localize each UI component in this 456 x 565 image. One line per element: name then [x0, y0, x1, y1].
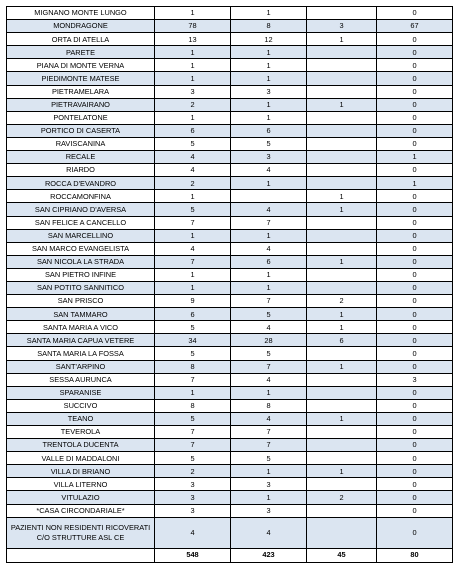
col4-cell: 0 — [377, 360, 453, 373]
col2-cell: 7 — [231, 439, 307, 452]
col3-cell — [307, 7, 377, 20]
col4-cell: 0 — [377, 59, 453, 72]
col2-cell: 6 — [231, 255, 307, 268]
totals-label-cell — [7, 548, 155, 562]
municipality-name: ROCCA D'EVANDRO — [7, 177, 155, 190]
total-cases-cell: 1 — [155, 46, 231, 59]
table-row — [7, 177, 453, 190]
col3-cell: 1 — [307, 33, 377, 46]
col4-cell: 0 — [377, 321, 453, 334]
col3-cell: 1 — [307, 308, 377, 321]
col3-cell — [307, 137, 377, 150]
total-cases-cell: 5 — [155, 452, 231, 465]
table-row — [7, 295, 453, 308]
total-cases-cell: 2 — [155, 98, 231, 111]
col3-cell — [307, 386, 377, 399]
municipality-name: SPARANISE — [7, 386, 155, 399]
col2-cell: 7 — [231, 360, 307, 373]
municipality-name: VILLA DI BRIANO — [7, 465, 155, 478]
col4-cell: 1 — [377, 177, 453, 190]
total-cases-cell: 8 — [155, 399, 231, 412]
total-cases-cell: 7 — [155, 426, 231, 439]
municipality-name: SAN FELICE A CANCELLO — [7, 216, 155, 229]
col4-cell: 0 — [377, 124, 453, 137]
col3-cell: 1 — [307, 203, 377, 216]
total-cases-cell: 3 — [155, 478, 231, 491]
col2-cell: 28 — [231, 334, 307, 347]
col2-cell: 1 — [231, 491, 307, 504]
municipality-name: SESSA AURUNCA — [7, 373, 155, 386]
municipality-name: SAN POTITO SANNITICO — [7, 281, 155, 294]
col4-cell: 0 — [377, 517, 453, 548]
total-cases-cell: 5 — [155, 321, 231, 334]
col4-cell: 0 — [377, 478, 453, 491]
col2-cell: 1 — [231, 98, 307, 111]
col2-cell: 1 — [231, 7, 307, 20]
col3-cell — [307, 59, 377, 72]
col3-cell — [307, 399, 377, 412]
col4-cell: 0 — [377, 7, 453, 20]
col4-cell: 0 — [377, 46, 453, 59]
col4-cell: 0 — [377, 164, 453, 177]
municipality-name: *CASA CIRCONDARIALE* — [7, 504, 155, 517]
total-cases-cell: 1 — [155, 229, 231, 242]
total-cases-cell: 5 — [155, 203, 231, 216]
col4-cell: 67 — [377, 20, 453, 33]
col3-cell — [307, 426, 377, 439]
total-cases-cell: 6 — [155, 124, 231, 137]
col2-cell: 8 — [231, 20, 307, 33]
municipality-name: SAN PRISCO — [7, 295, 155, 308]
table-row — [7, 98, 453, 111]
col3-cell: 2 — [307, 491, 377, 504]
municipality-name: RAVISCANINA — [7, 137, 155, 150]
col2-cell: 1 — [231, 229, 307, 242]
total-cases-cell: 7 — [155, 255, 231, 268]
table-row — [7, 478, 453, 491]
col3-cell — [307, 281, 377, 294]
col4-cell: 0 — [377, 268, 453, 281]
table-row — [7, 386, 453, 399]
totals-row — [7, 548, 453, 562]
total-cases-cell: 2 — [155, 465, 231, 478]
total-cases-cell: 5 — [155, 412, 231, 425]
municipality-name: SANTA MARIA A VICO — [7, 321, 155, 334]
table-row — [7, 347, 453, 360]
col4-cell: 0 — [377, 465, 453, 478]
col2-cell: 4 — [231, 373, 307, 386]
col2-cell: 1 — [231, 111, 307, 124]
col2-cell: 3 — [231, 504, 307, 517]
col4-cell: 0 — [377, 334, 453, 347]
municipality-name: SAN MARCELLINO — [7, 229, 155, 242]
col2-cell: 3 — [231, 478, 307, 491]
municipality-name: PARETE — [7, 46, 155, 59]
total-cases-cell: 4 — [155, 151, 231, 164]
total-cases-cell: 1 — [155, 268, 231, 281]
table-row — [7, 85, 453, 98]
col4-cell: 0 — [377, 504, 453, 517]
col4-cell: 0 — [377, 190, 453, 203]
total-cases-cell: 1 — [155, 59, 231, 72]
municipality-name: RIARDO — [7, 164, 155, 177]
col2-cell: 1 — [231, 177, 307, 190]
col4-cell: 3 — [377, 373, 453, 386]
col4-cell: 0 — [377, 255, 453, 268]
total-cases-cell: 4 — [155, 242, 231, 255]
table-row — [7, 426, 453, 439]
table-row — [7, 229, 453, 242]
table-row — [7, 20, 453, 33]
municipality-name: TEANO — [7, 412, 155, 425]
col3-cell — [307, 177, 377, 190]
municipality-name: SAN PIETRO INFINE — [7, 268, 155, 281]
col3-cell — [307, 46, 377, 59]
col2-cell: 4 — [231, 321, 307, 334]
table-row — [7, 334, 453, 347]
municipality-name: SAN CIPRIANO D'AVERSA — [7, 203, 155, 216]
col2-cell: 5 — [231, 308, 307, 321]
table-row — [7, 164, 453, 177]
col2-cell: 1 — [231, 268, 307, 281]
table-row — [7, 452, 453, 465]
table-row — [7, 268, 453, 281]
col2-cell: 6 — [231, 124, 307, 137]
table-row — [7, 412, 453, 425]
municipality-name: PIEDIMONTE MATESE — [7, 72, 155, 85]
col3-cell: 1 — [307, 360, 377, 373]
col4-cell: 0 — [377, 98, 453, 111]
table-row — [7, 59, 453, 72]
col4-cell: 0 — [377, 386, 453, 399]
total-cases-cell: 3 — [155, 504, 231, 517]
municipality-name: SAN TAMMARO — [7, 308, 155, 321]
municipality-name: MIGNANO MONTE LUNGO — [7, 7, 155, 20]
col3-cell — [307, 452, 377, 465]
municipality-name: SUCCIVO — [7, 399, 155, 412]
municipality-name: PORTICO DI CASERTA — [7, 124, 155, 137]
total-value-cell: 423 — [231, 548, 307, 562]
total-cases-cell: 9 — [155, 295, 231, 308]
col3-cell — [307, 111, 377, 124]
col3-cell: 1 — [307, 98, 377, 111]
municipality-name: SANTA MARIA LA FOSSA — [7, 347, 155, 360]
municipality-name: PIETRAVAIRANO — [7, 98, 155, 111]
total-cases-cell: 34 — [155, 334, 231, 347]
municipality-name: PONTELATONE — [7, 111, 155, 124]
col2-cell: 7 — [231, 216, 307, 229]
col2-cell: 5 — [231, 347, 307, 360]
table-body — [7, 7, 453, 563]
col4-cell: 0 — [377, 281, 453, 294]
col2-cell: 1 — [231, 386, 307, 399]
col4-cell: 0 — [377, 229, 453, 242]
col3-cell — [307, 151, 377, 164]
table-row — [7, 504, 453, 517]
table-row — [7, 255, 453, 268]
col2-cell: 4 — [231, 412, 307, 425]
col2-cell: 3 — [231, 85, 307, 98]
municipality-name: VITULAZIO — [7, 491, 155, 504]
table-row — [7, 399, 453, 412]
municipality-name: SANTA MARIA CAPUA VETERE — [7, 334, 155, 347]
col3-cell: 2 — [307, 295, 377, 308]
table-row — [7, 242, 453, 255]
col3-cell — [307, 229, 377, 242]
col2-cell: 4 — [231, 164, 307, 177]
col2-cell — [231, 190, 307, 203]
table-row — [7, 137, 453, 150]
total-cases-cell: 1 — [155, 72, 231, 85]
col4-cell: 0 — [377, 33, 453, 46]
col4-cell: 0 — [377, 72, 453, 85]
col4-cell: 0 — [377, 452, 453, 465]
col3-cell: 1 — [307, 465, 377, 478]
table-row — [7, 46, 453, 59]
col2-cell: 1 — [231, 465, 307, 478]
total-cases-cell: 8 — [155, 360, 231, 373]
col4-cell: 0 — [377, 216, 453, 229]
col4-cell: 0 — [377, 242, 453, 255]
table-row — [7, 111, 453, 124]
col2-cell: 1 — [231, 46, 307, 59]
col2-cell: 5 — [231, 452, 307, 465]
col4-cell: 0 — [377, 111, 453, 124]
municipality-name: ORTA DI ATELLA — [7, 33, 155, 46]
municipality-name: TEVEROLA — [7, 426, 155, 439]
total-cases-cell: 4 — [155, 517, 231, 548]
municipality-name: RECALE — [7, 151, 155, 164]
col2-cell: 1 — [231, 59, 307, 72]
total-cases-cell: 7 — [155, 439, 231, 452]
table-row — [7, 517, 453, 548]
col2-cell: 8 — [231, 399, 307, 412]
col3-cell: 6 — [307, 334, 377, 347]
col4-cell: 0 — [377, 308, 453, 321]
total-value-cell: 45 — [307, 548, 377, 562]
table-row — [7, 465, 453, 478]
col2-cell: 1 — [231, 281, 307, 294]
table-row — [7, 33, 453, 46]
col2-cell: 4 — [231, 242, 307, 255]
table-row — [7, 308, 453, 321]
col3-cell: 1 — [307, 255, 377, 268]
total-cases-cell: 1 — [155, 386, 231, 399]
col4-cell: 0 — [377, 295, 453, 308]
municipality-name: PIANA DI MONTE VERNA — [7, 59, 155, 72]
col3-cell — [307, 478, 377, 491]
table-row — [7, 281, 453, 294]
col3-cell — [307, 268, 377, 281]
col4-cell: 0 — [377, 399, 453, 412]
total-cases-cell: 7 — [155, 373, 231, 386]
col3-cell — [307, 439, 377, 452]
col2-cell: 12 — [231, 33, 307, 46]
municipality-cases-table — [6, 6, 453, 563]
municipality-name: SANT'ARPINO — [7, 360, 155, 373]
total-cases-cell: 5 — [155, 347, 231, 360]
total-value-cell: 548 — [155, 548, 231, 562]
total-cases-cell: 6 — [155, 308, 231, 321]
table-row — [7, 216, 453, 229]
col2-cell: 7 — [231, 426, 307, 439]
col4-cell: 0 — [377, 137, 453, 150]
total-cases-cell: 1 — [155, 7, 231, 20]
col3-cell — [307, 164, 377, 177]
col4-cell: 0 — [377, 491, 453, 504]
col4-cell: 0 — [377, 426, 453, 439]
col2-cell: 4 — [231, 203, 307, 216]
col4-cell: 0 — [377, 203, 453, 216]
col2-cell: 4 — [231, 517, 307, 548]
total-cases-cell: 2 — [155, 177, 231, 190]
total-cases-cell: 3 — [155, 85, 231, 98]
municipality-name: PAZIENTI NON RESIDENTI RICOVERATI C/O STRUTTURE ASL CE — [7, 517, 155, 548]
col3-cell — [307, 517, 377, 548]
table-row — [7, 321, 453, 334]
total-value-cell: 80 — [377, 548, 453, 562]
col3-cell — [307, 85, 377, 98]
col3-cell — [307, 242, 377, 255]
col3-cell — [307, 72, 377, 85]
total-cases-cell: 78 — [155, 20, 231, 33]
table-row — [7, 151, 453, 164]
municipality-name: VILLA LITERNO — [7, 478, 155, 491]
table-row — [7, 190, 453, 203]
total-cases-cell: 3 — [155, 491, 231, 504]
col2-cell: 1 — [231, 72, 307, 85]
total-cases-cell: 1 — [155, 190, 231, 203]
table-row — [7, 360, 453, 373]
col4-cell: 0 — [377, 85, 453, 98]
col4-cell: 0 — [377, 347, 453, 360]
col4-cell: 0 — [377, 412, 453, 425]
total-cases-cell: 7 — [155, 216, 231, 229]
table-row — [7, 7, 453, 20]
col3-cell: 1 — [307, 190, 377, 203]
municipality-name: VALLE DI MADDALONI — [7, 452, 155, 465]
municipality-name: MONDRAGONE — [7, 20, 155, 33]
col3-cell — [307, 216, 377, 229]
col3-cell: 3 — [307, 20, 377, 33]
col2-cell: 7 — [231, 295, 307, 308]
col4-cell: 1 — [377, 151, 453, 164]
col3-cell — [307, 504, 377, 517]
col2-cell: 3 — [231, 151, 307, 164]
col3-cell: 1 — [307, 321, 377, 334]
table-row — [7, 72, 453, 85]
col3-cell — [307, 347, 377, 360]
col3-cell: 1 — [307, 412, 377, 425]
col4-cell: 0 — [377, 439, 453, 452]
total-cases-cell: 5 — [155, 137, 231, 150]
table-row — [7, 124, 453, 137]
col2-cell: 5 — [231, 137, 307, 150]
municipality-name: TRENTOLA DUCENTA — [7, 439, 155, 452]
total-cases-cell: 1 — [155, 281, 231, 294]
total-cases-cell: 1 — [155, 111, 231, 124]
table-row — [7, 203, 453, 216]
municipality-name: PIETRAMELARA — [7, 85, 155, 98]
table-row — [7, 373, 453, 386]
col3-cell — [307, 373, 377, 386]
table-row — [7, 439, 453, 452]
total-cases-cell: 13 — [155, 33, 231, 46]
total-cases-cell: 4 — [155, 164, 231, 177]
table-row — [7, 491, 453, 504]
municipality-name: SAN MARCO EVANGELISTA — [7, 242, 155, 255]
col3-cell — [307, 124, 377, 137]
municipality-name: SAN NICOLA LA STRADA — [7, 255, 155, 268]
municipality-name: ROCCAMONFINA — [7, 190, 155, 203]
